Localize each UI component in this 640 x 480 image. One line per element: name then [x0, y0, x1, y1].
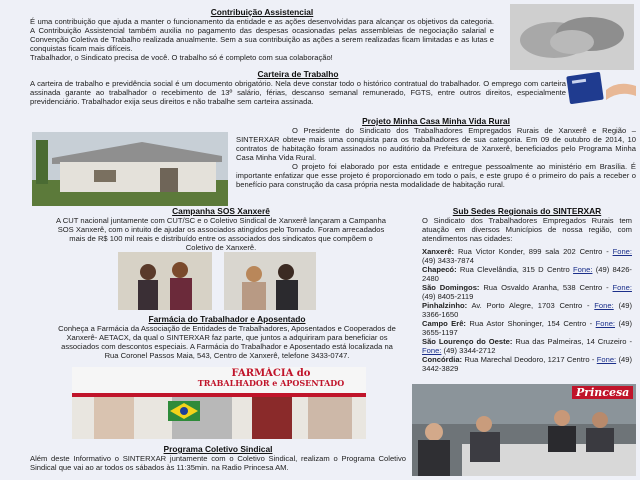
house-photo: [32, 132, 228, 206]
city-name: Concórdia:: [422, 355, 463, 364]
contribuicao-title: Contribuição Assistencial: [210, 7, 314, 17]
city-phone-label: Fone:: [612, 247, 632, 256]
city-address: Rua Victor Konder, 899 sala 202 Centro -: [457, 247, 609, 256]
carteira-text: A carteira de trabalho e previdência social é um documento obrigatório. Nela deve constar todo o histórico contratual do trabalhador. O emprego com carteira assinada garante ao trabalhador o recebimento de 13º salário, férias, descanso semanal remunerado, FGTS, entre outros direitos, especialmente previdenciário. Trabalhador exija seus direitos e não trabalhe sem carteira assinada.: [30, 79, 566, 106]
city-phone: (49) 8426-2480: [422, 265, 632, 283]
city-address: Av. Porto Alegre, 1703 Centro -: [471, 301, 590, 310]
programa-text: Além deste Informativo o SINTERXAR juntamente com o Coletivo Sindical, realizam o Programa Coletivo Sindical que vai ao ar todos os sábados às 11:35min. na Radio Princesa AM.: [30, 454, 406, 472]
city-phone-label: Fone:: [422, 346, 442, 355]
subsedes-section: [422, 206, 632, 373]
city-phone: (49) 3344-2712: [443, 346, 496, 355]
casa-paragraph-2: O projeto foi elaborado por esta entidade e entregue pessoalmente ao ministério em Brasília. É importante enfatizar que esse projeto é proporcionado em todo o país, e este grupo é o primeiro do país a receber o benefício para construção da casa própria nesta modalidade de habitação rural.: [236, 162, 636, 189]
radio-princesa-logo: Princesa: [572, 386, 633, 399]
city-phone-label: Fone:: [612, 283, 632, 292]
sos-photo-1: [118, 252, 212, 310]
farmacia-text: Conheça a Farmácia da Associação de Entidades de Trabalhadores, Aposentados e Cooperados de Xanxerê- AETACX, da qual o SINTERXAR faz parte, que juntos a adquiriram para beneficiar os associados com descontos especiais. A Farmácia do Trabalhador e Aposentado está localizada na Rua Coronel Passos Maia, 543, Centro de Xanxerê, telefone 3433-0747.: [58, 324, 396, 360]
city-name: Pinhalzinho:: [422, 301, 468, 310]
city-name: Xanxerê:: [422, 247, 455, 256]
city-name: Campo Erê:: [422, 319, 466, 328]
work-card-image: [566, 70, 638, 108]
subsedes-city-list: [422, 247, 632, 373]
sos-title: Campanha SOS Xanxerê: [172, 206, 270, 216]
sos-text: A CUT nacional juntamente com CUT/SC e o Coletivo Sindical de Xanxerê lançaram a Campanha SOS Xanxerê, com o intuito de ajudar os associados atingidos pelo Tornado. Foram arrecadados mais de R$ 100 mil reais e distribuído entre os associados dos sindicatos que compõem o Coletivo de Xanxerê.: [56, 216, 386, 252]
city-name: São Lourenço do Oeste:: [422, 337, 513, 346]
city-address: Rua Clevelândia, 315 D Centro: [459, 265, 570, 274]
city-name: Chapecó:: [422, 265, 457, 274]
casa-title: Projeto Minha Casa Minha Vida Rural: [362, 116, 510, 126]
carteira-section: [30, 69, 566, 106]
city-phone-label: Fone:: [595, 319, 616, 328]
contribuicao-closing: Trabalhador, o Sindicato precisa de você. O trabalho só é completo com sua colaboração!: [30, 53, 333, 62]
subsede-city: [422, 355, 632, 373]
city-phone: (49) 3655-1197: [422, 319, 632, 337]
sos-photo-2: [224, 252, 316, 310]
casa-section: [236, 116, 636, 189]
city-address: Rua Marechal Deodoro, 1217 Centro -: [464, 355, 595, 364]
city-address: Rua das Palmeiras, 14 Cruzeiro -: [515, 337, 632, 346]
radio-studio-photo: [412, 384, 636, 476]
sos-section: [56, 206, 386, 252]
city-phone: (49) 8405-2119: [422, 292, 474, 301]
carteira-title: Carteira de Trabalho: [257, 69, 339, 79]
contribuicao-section: [30, 7, 494, 62]
contribuicao-text: É uma contribuição que ajuda a manter o funcionamento da entidade e as ações desenvolvidas para alcançar os objetivos da categoria. A Contribuição Assistencial também auxilia no pagamento das despesas ocasionadas pelas assembleias de negociação salarial e Convenção Coletiva de Trabalho realizada anualmente. Sem a sua contribuição as ações a serem realizadas ficam limitadas e as lutas e conquistas ficam mais difíceis.: [30, 17, 494, 53]
hands-photo: [510, 4, 634, 70]
farmacia-section: [56, 314, 398, 360]
pharmacy-sign-line-1: FARMÁCIA do: [231, 368, 311, 379]
subsede-city: [422, 337, 632, 355]
casa-paragraph-1: O Presidente do Sindicato dos Trabalhadores Empregados Rurais de Xanxerê e Região – SINTERXAR obteve mais uma conquista para os trabalhadores de sua categoria. Em 09 de outubro de 2014, 10 contratos de habitação foram assinados no auditório da Prefeitura de Xanxerê, beneficiados pelo Programa Minha Casa Minha Vida Rural.: [236, 126, 636, 162]
city-phone: (49) 3433-7874: [422, 256, 474, 265]
subsede-city: [422, 301, 632, 319]
city-phone-label: Fone:: [573, 265, 593, 274]
city-address: Rua Astor Shoninger, 154 Centro -: [469, 319, 593, 328]
subsede-city: [422, 265, 632, 283]
pharmacy-photo: [72, 367, 366, 439]
city-phone-label: Fone:: [594, 301, 614, 310]
city-phone: (49) 3366-1650: [422, 301, 632, 319]
subsede-city: [422, 283, 632, 301]
city-address: Rua Osvaldo Aranha, 538 Centro -: [483, 283, 609, 292]
farmacia-title: Farmácia do Trabalhador e Aposentado: [148, 314, 306, 324]
subsedes-intro: O Sindicato dos Trabalhadores Empregados Rurais tem atuação em diversos Municípios de nossa região, com atendimentos nas cidades:: [422, 216, 632, 243]
subsede-city: [422, 319, 632, 337]
city-phone: (49) 3442-3829: [422, 355, 632, 373]
city-phone-label: Fone:: [596, 355, 617, 364]
pharmacy-sign-line-2: TRABALHADOR e APOSENTADO: [197, 378, 345, 388]
programa-section: [30, 444, 406, 472]
subsede-city: [422, 247, 632, 265]
city-name: São Domingos:: [422, 283, 480, 292]
subsedes-title: Sub Sedes Regionais do SINTERXAR: [452, 206, 602, 216]
programa-title: Programa Coletivo Sindical: [163, 444, 273, 454]
